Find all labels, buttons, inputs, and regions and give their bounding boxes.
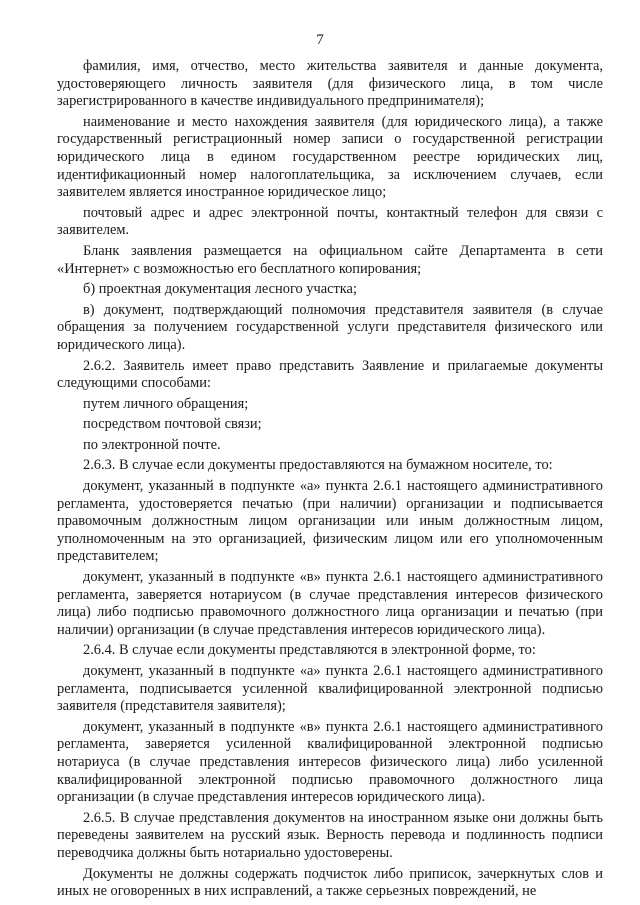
- paragraph-2-6-4: 2.6.4. В случае если документы представляются в электронной форме, то:: [83, 642, 536, 659]
- paragraph-2-6-2: 2.6.2. Заявитель имеет право представить Заявление и прилагаемые документы следующими способами:: [57, 357, 603, 392]
- paragraph-item-b: б) проектная документация лесного участка;: [83, 281, 357, 298]
- paragraph-2-6-5: 2.6.5. В случае представления документов на иностранном языке они должны быть переведены заявителем на русский язык. Верность перевода и подлинность подписи переводчика должны быть нотариально удостоверены.: [57, 809, 603, 861]
- paragraph-documents-requirements: Документы не должны содержать подчисток либо приписок, зачеркнутых слов и иных не оговоренных в них исправлений, а также серьезных повреждений, не: [57, 865, 603, 900]
- paragraph-item-v: в) документ, подтверждающий полномочия представителя заявителя (в случае обращения за получением государственной услуги представителя физического или юридического лица).: [57, 301, 603, 353]
- list-item-postal: посредством почтовой связи;: [83, 416, 262, 433]
- paragraph-applicant-name: фамилия, имя, отчество, место жительства заявителя и данные документа, удостоверяющего личность заявителя (для физического лица, в том числе зарегистрированного в качестве индивидуального предпринимателя);: [57, 58, 603, 110]
- list-item-personal: путем личного обращения;: [83, 395, 249, 412]
- paragraph-legal-entity: наименование и место нахождения заявителя (для юридического лица), а также государственный регистрационный номер записи о государственной регистрации юридического лица в едином государственном реестре юридических лиц, идентификационный номер налогоплательщика, за исключением случаев, если заявителем является иностранное юридическое лицо;: [57, 113, 603, 201]
- list-item-email: по электронной почте.: [83, 436, 221, 453]
- paragraph-form-blank: Бланк заявления размещается на официальном сайте Департамента в сети «Интернет» с возможностью его бесплатного копирования;: [57, 242, 603, 277]
- paragraph-doc-v-electronic: документ, указанный в подпункте «в» пункта 2.6.1 настоящего административного регламента, заверяется усиленной квалифицированной электронной подписью нотариуса (в случае представления интересов физического лица) либо усиленной квалифицированной электронной подписью правомочного должностного лица организации (в случае представления интересов юридического лица).: [57, 718, 603, 806]
- document-body: [57, 58, 603, 904]
- paragraph-postal-address: почтовый адрес и адрес электронной почты, контактный телефон для связи с заявителем.: [57, 204, 603, 239]
- paragraph-2-6-3: 2.6.3. В случае если документы предоставляются на бумажном носителе, то:: [83, 457, 553, 474]
- paragraph-doc-a-paper: документ, указанный в подпункте «а» пункта 2.6.1 настоящего административного регламента, удостоверяется печатью (при наличии) организации и подписывается правомочным должностным лицом организации или иным должностным лицом, уполномоченным на это организацией, физическим лицом или его уполномоченным представителем;: [57, 478, 603, 565]
- paragraph-doc-a-electronic: документ, указанный в подпункте «а» пункта 2.6.1 настоящего административного регламента, подписывается усиленной квалифицированной электронной подписью заявителя (представителя заявителя);: [57, 663, 603, 715]
- paragraph-doc-v-paper: документ, указанный в подпункте «в» пункта 2.6.1 настоящего административного регламента, заверяется нотариусом (в случае представления интересов физического лица) либо подписью правомочного должностного лица организации и печатью (при наличии) организации (в случае представления интересов юридического лица).: [57, 569, 603, 638]
- page-number: 7: [316, 32, 324, 48]
